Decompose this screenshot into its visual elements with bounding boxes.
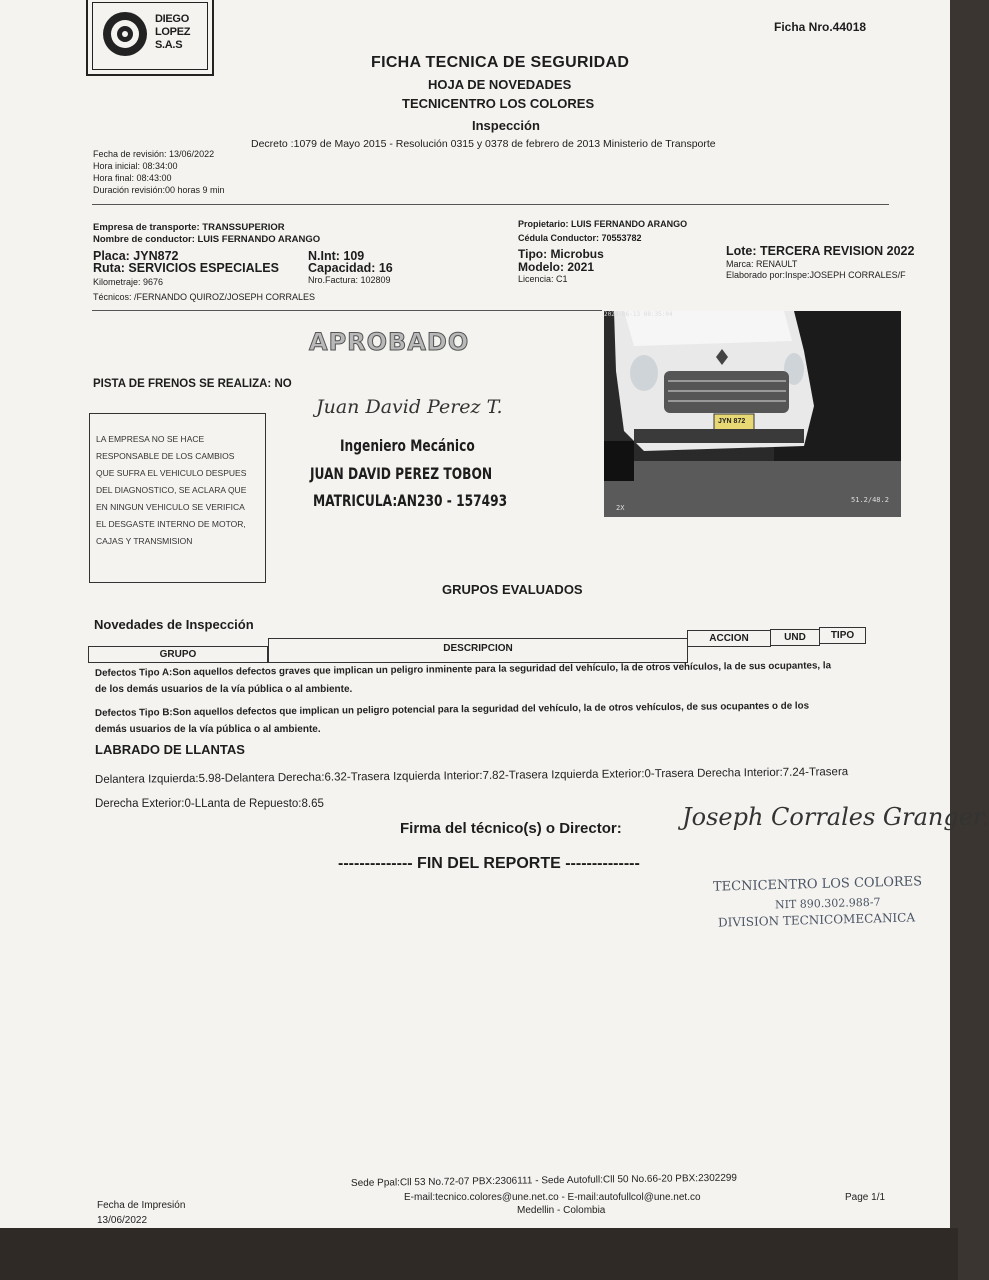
column-header-action: ACCION [687,630,771,647]
photo-zoom: 2X [616,504,625,512]
column-header-type: TIPO [819,627,866,644]
evaluated-groups-heading: GRUPOS EVALUADOS [442,582,583,597]
document-subtitle: HOJA DE NOVEDADES [428,77,572,92]
column-header-unit: UND [770,629,820,646]
defect-type-b-text: demás usuarios de la vía pública o al ambiente. [95,724,321,735]
vehicle-model: Modelo: 2021 [518,260,595,274]
logo-text: DIEGO LOPEZ S.A.S [155,13,191,51]
column-header-description: DESCRIPCION [268,638,688,663]
print-date-label: Fecha de Impresión [97,1200,186,1211]
driver-id: Cédula Conductor: 70553782 [518,233,642,243]
disclaimer-box [89,413,266,583]
route: Ruta: SERVICIOS ESPECIALES [93,261,279,275]
disclaimer-line: QUE SUFRA EL VEHICULO DESPUES [96,468,247,478]
engineer-name: JUAN DAVID PEREZ TOBON [310,464,493,483]
defect-type-b-text: Defectos Tipo B:Son aquellos defectos que implican un peligro potencial para la seguridad del vehículo, la de otros vehículos, de sus ocupantes o de los [94,700,810,719]
disclaimer-line: RESPONSABLE DE LOS CAMBIOS [96,451,235,461]
tire-tread-values: Derecha Exterior:0-LLanta de Repuesto:8.65 [95,798,324,810]
stamp-line: NIT 890.302.988-7 [774,895,881,912]
divider [92,310,602,311]
signature-label: Firma del técnico(s) o Director: [400,820,622,837]
revision-duration: Duración revisión:00 horas 9 min [93,185,225,195]
city-line: Medellin - Colombia [517,1205,606,1216]
stamp-line: TECNICENTRO LOS COLORES [712,874,923,895]
print-date: 13/06/2022 [97,1215,148,1226]
defect-type-a-text: de los demás usuarios de la vía pública o al ambiente. [95,684,353,695]
table-surface [0,1228,958,1280]
photo-timestamp: 2022-06-13 08:35:04 [604,311,673,318]
driver-name: Nombre de conductor: LUIS FERNANDO ARANGO [93,234,321,245]
engineer-license: MATRICULA:AN230 - 157493 [313,491,508,510]
internal-number: N.Int: 109 [308,249,365,263]
tire-icon [99,7,151,59]
technicians: Técnicos: /FERNANDO QUIROZ/JOSEPH CORRALES [93,292,316,302]
inspection-label: Inspección [472,118,540,133]
end-time: Hora final: 08:43:00 [93,173,172,183]
approval-status: APROBADO [309,328,470,356]
inspection-notes-heading: Novedades de Inspección [94,617,254,632]
disclaimer-line: LA EMPRESA NO SE HACE [96,434,205,444]
company-logo [86,0,214,76]
column-header-group: GRUPO [88,646,268,663]
engineer-signature: Juan David Perez T. [316,396,503,418]
technician-signature: Joseph Corrales Granger. [682,803,989,831]
tire-tread-heading: LABRADO DE LLANTAS [95,742,245,757]
center-name: TECNICENTRO LOS COLORES [402,96,595,111]
engineer-title: Ingeniero Mecánico [340,436,475,455]
owner: Propietario: LUIS FERNANDO ARANGO [518,219,688,229]
address-line: Sede Ppal:Cll 53 No.72-07 PBX:2306111 - Sede Autofull:Cll 50 No.66-20 PBX:2302299 [350,1172,738,1189]
page-number: Page 1/1 [845,1192,886,1203]
disclaimer-line: EL DESGASTE INTERNO DE MOTOR, [96,519,246,529]
decree-text: Decreto :1079 de Mayo 2015 - Resolución 0315 y 0378 de febrero de 2013 Ministerio de Transporte [251,138,716,150]
license-plate: JYN 872 [718,418,746,425]
license: Licencia: C1 [518,274,568,284]
transport-company: Empresa de transporte: TRANSSUPERIOR [93,222,285,233]
van-front-illustration [604,311,901,517]
plate: Placa: JYN872 [93,249,179,263]
revision-date: Fecha de revisión: 13/06/2022 [93,149,215,159]
photo-readout: 51.2/48.2 [851,496,889,504]
stamp-line: DIVISION TECNICOMECANICA [717,910,916,930]
brand: Marca: RENAULT [726,259,798,269]
email-line: E-mail:tecnico.colores@une.net.co - E-mail:autofullcol@une.net.co [404,1192,701,1203]
vehicle-type: Tipo: Microbus [518,247,604,261]
brake-test-note: PISTA DE FRENOS SE REALIZA: NO [93,378,292,390]
divider [92,204,889,205]
lot: Lote: TERCERA REVISION 2022 [726,244,915,258]
document-title: FICHA TECNICA DE SEGURIDAD [371,54,630,71]
ficha-number: Ficha Nro.44018 [774,20,867,34]
vehicle-photo [604,311,901,517]
end-of-report: -------------- FIN DEL REPORTE -------------- [338,855,640,872]
prepared-by: Elaborado por:Inspe:JOSEPH CORRALES/F [726,270,906,280]
mileage: Kilometraje: 9676 [93,277,164,287]
disclaimer-line: CAJAS Y TRANSMISION [96,536,193,546]
start-time: Hora inicial: 08:34:00 [93,161,178,171]
invoice-number: Nro.Factura: 102809 [308,275,391,285]
capacity: Capacidad: 16 [308,261,393,275]
defect-type-a-text: Defectos Tipo A:Son aquellos defectos graves que implican un peligro inminente para la seguridad del vehículo, la de otros vehículos, la de sus ocupantes, la [94,660,832,679]
disclaimer-line: EN NINGUN VEHICULO SE VERIFICA [96,502,245,512]
disclaimer-line: DEL DIAGNOSTICO, SE ACLARA QUE [96,485,247,495]
tire-tread-values: Delantera Izquierda:5.98-Delantera Derecha:6.32-Trasera Izquierda Interior:7.82-Trasera Izquierda Exterior:0-Trasera Derecha Interior:7.24-Trasera [94,766,849,786]
